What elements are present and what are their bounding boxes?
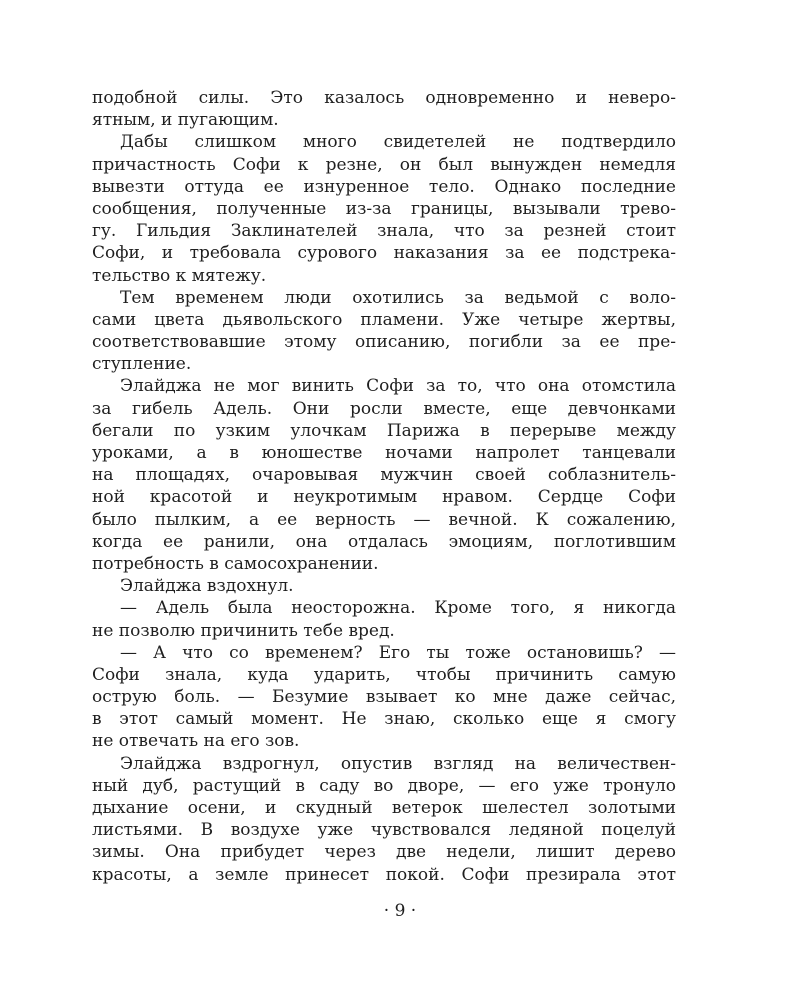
- text-line: сообщения, полученные из-за границы, вызывали трево-: [92, 198, 676, 219]
- text-line: — Адель была неосторожна. Кроме того, я никогда: [120, 598, 676, 619]
- text-line: — А что со временем? Его ты тоже остановишь? —: [120, 642, 676, 663]
- text-line: не отвечать на его зов.: [92, 731, 300, 752]
- text-line: гу. Гильдия Заклинателей знала, что за резней стоит: [92, 221, 676, 242]
- text-line: Софи, и требовала сурового наказания за ее подстрека-: [92, 243, 676, 264]
- text-line: потребность в самосохранении.: [92, 553, 379, 574]
- text-line: дыхание осени, и скудный ветерок шелестел золотыми: [92, 798, 676, 818]
- text-line: за гибель Адель. Они росли вместе, еще девчонками: [92, 398, 676, 419]
- text-line: Тем временем люди охотились за ведьмой с воло-: [120, 287, 676, 308]
- text-line: острую боль. — Безумие взывает ко мне даже сейчас,: [92, 687, 676, 708]
- text-line: красоты, а земле принесет покой. Софи презирала этот: [92, 864, 676, 885]
- text-line: уроками, а в юношестве ночами напролет танцевали: [92, 443, 676, 463]
- text-line: Дабы слишком много свидетелей не подтвердило: [120, 132, 676, 153]
- text-line: когда ее ранили, она отдалась эмоциям, поглотившим: [92, 531, 676, 552]
- text-line: было пылким, а ее верность — вечной. К сожалению,: [92, 509, 676, 530]
- text-line: не позволю причинить тебе вред.: [92, 620, 395, 641]
- text-line: ятным, и пугающим.: [92, 110, 279, 131]
- text-line: подобной силы. Это казалось одновременно и неверо-: [92, 88, 676, 108]
- text-line: ной красотой и неукротимым нравом. Сердце Софи: [92, 487, 676, 508]
- text-line: ступление.: [92, 354, 192, 375]
- text-line: сами цвета дьявольского пламени. Уже четыре жертвы,: [92, 309, 676, 330]
- text-line: бегали по узким улочкам Парижа в перерыве между: [92, 420, 676, 441]
- text-line: соответствовавшие этому описанию, погибли за ее пре-: [92, 332, 676, 353]
- book-page-text: [92, 87, 676, 886]
- text-line: листьями. В воздухе уже чувствовался ледяной поцелуй: [92, 820, 676, 841]
- text-line: Элайджа вздрогнул, опустив взгляд на величествен-: [120, 753, 676, 774]
- text-line: тельство к мятежу.: [92, 265, 267, 286]
- text-line: на площадях, очаровывая мужчин своей соблазнитель-: [92, 465, 676, 486]
- text-line: зимы. Она прибудет через две недели, лишит дерево: [92, 842, 676, 863]
- page-number: · 9 ·: [383, 901, 417, 921]
- text-line: в этот самый момент. Не знаю, сколько еще я смогу: [92, 709, 676, 730]
- text-line: Элайджа не мог винить Софи за то, что она отомстила: [120, 376, 676, 397]
- text-line: Элайджа вздохнул.: [120, 576, 294, 597]
- text-line: Софи знала, куда ударить, чтобы причинить самую: [92, 664, 676, 685]
- text-line: ный дуб, растущий в саду во дворе, — его уже тронуло: [92, 775, 676, 796]
- text-line: вывезти оттуда ее изнуренное тело. Однако последние: [92, 176, 676, 197]
- text-line: причастность Софи к резне, он был вынужден немедля: [92, 154, 676, 175]
